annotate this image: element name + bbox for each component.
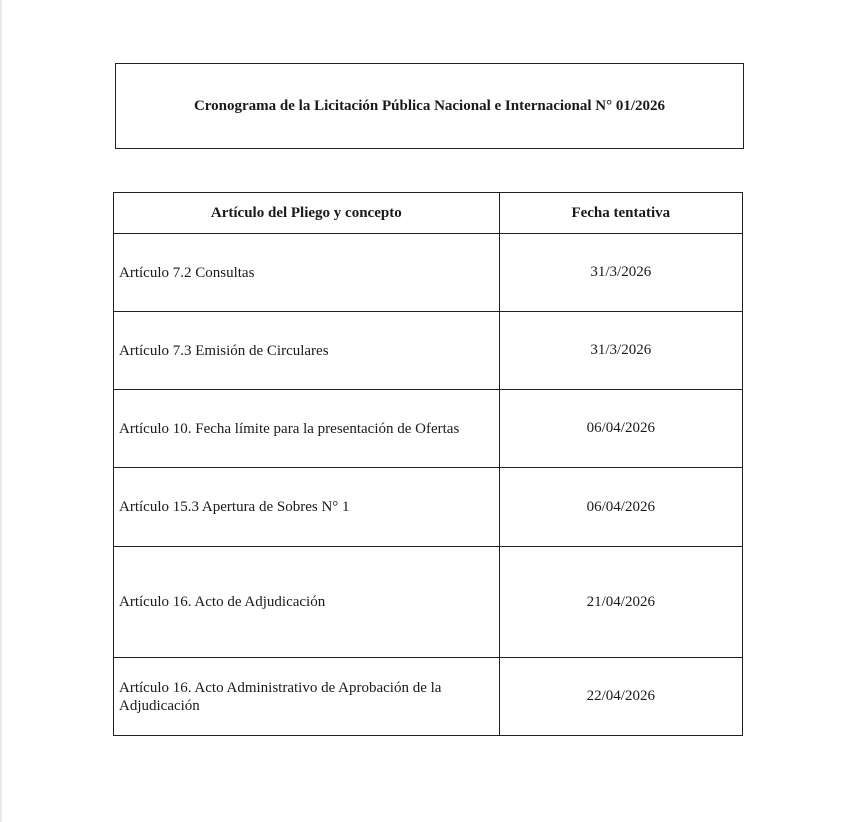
table-row [114, 658, 743, 736]
table-row [114, 468, 743, 547]
row-concept: Artículo 16. Acto Administrativo de Aprobación de la Adjudicación [114, 658, 500, 736]
row-date: 31/3/2026 [499, 234, 742, 312]
row-concept: Artículo 10. Fecha límite para la presentación de Ofertas [114, 390, 500, 468]
row-date: 06/04/2026 [499, 390, 742, 468]
row-date: 31/3/2026 [499, 312, 742, 390]
header-date: Fecha tentativa [499, 193, 742, 234]
table-row [114, 390, 743, 468]
table-header-row [114, 193, 743, 234]
row-date: 06/04/2026 [499, 468, 742, 547]
table-row [114, 312, 743, 390]
table-row [114, 234, 743, 312]
header-concept: Artículo del Pliego y concepto [114, 193, 500, 234]
schedule-table [113, 192, 743, 736]
row-date: 21/04/2026 [499, 547, 742, 658]
row-concept: Artículo 7.3 Emisión de Circulares [114, 312, 500, 390]
document-title: Cronograma de la Licitación Pública Nacional e Internacional N° 01/2026 [193, 97, 666, 114]
title-box [115, 63, 744, 149]
row-concept: Artículo 7.2 Consultas [114, 234, 500, 312]
row-concept: Artículo 16. Acto de Adjudicación [114, 547, 500, 658]
row-concept: Artículo 15.3 Apertura de Sobres N° 1 [114, 468, 500, 547]
page-edge [0, 0, 2, 822]
row-date: 22/04/2026 [499, 658, 742, 736]
table-row [114, 547, 743, 658]
